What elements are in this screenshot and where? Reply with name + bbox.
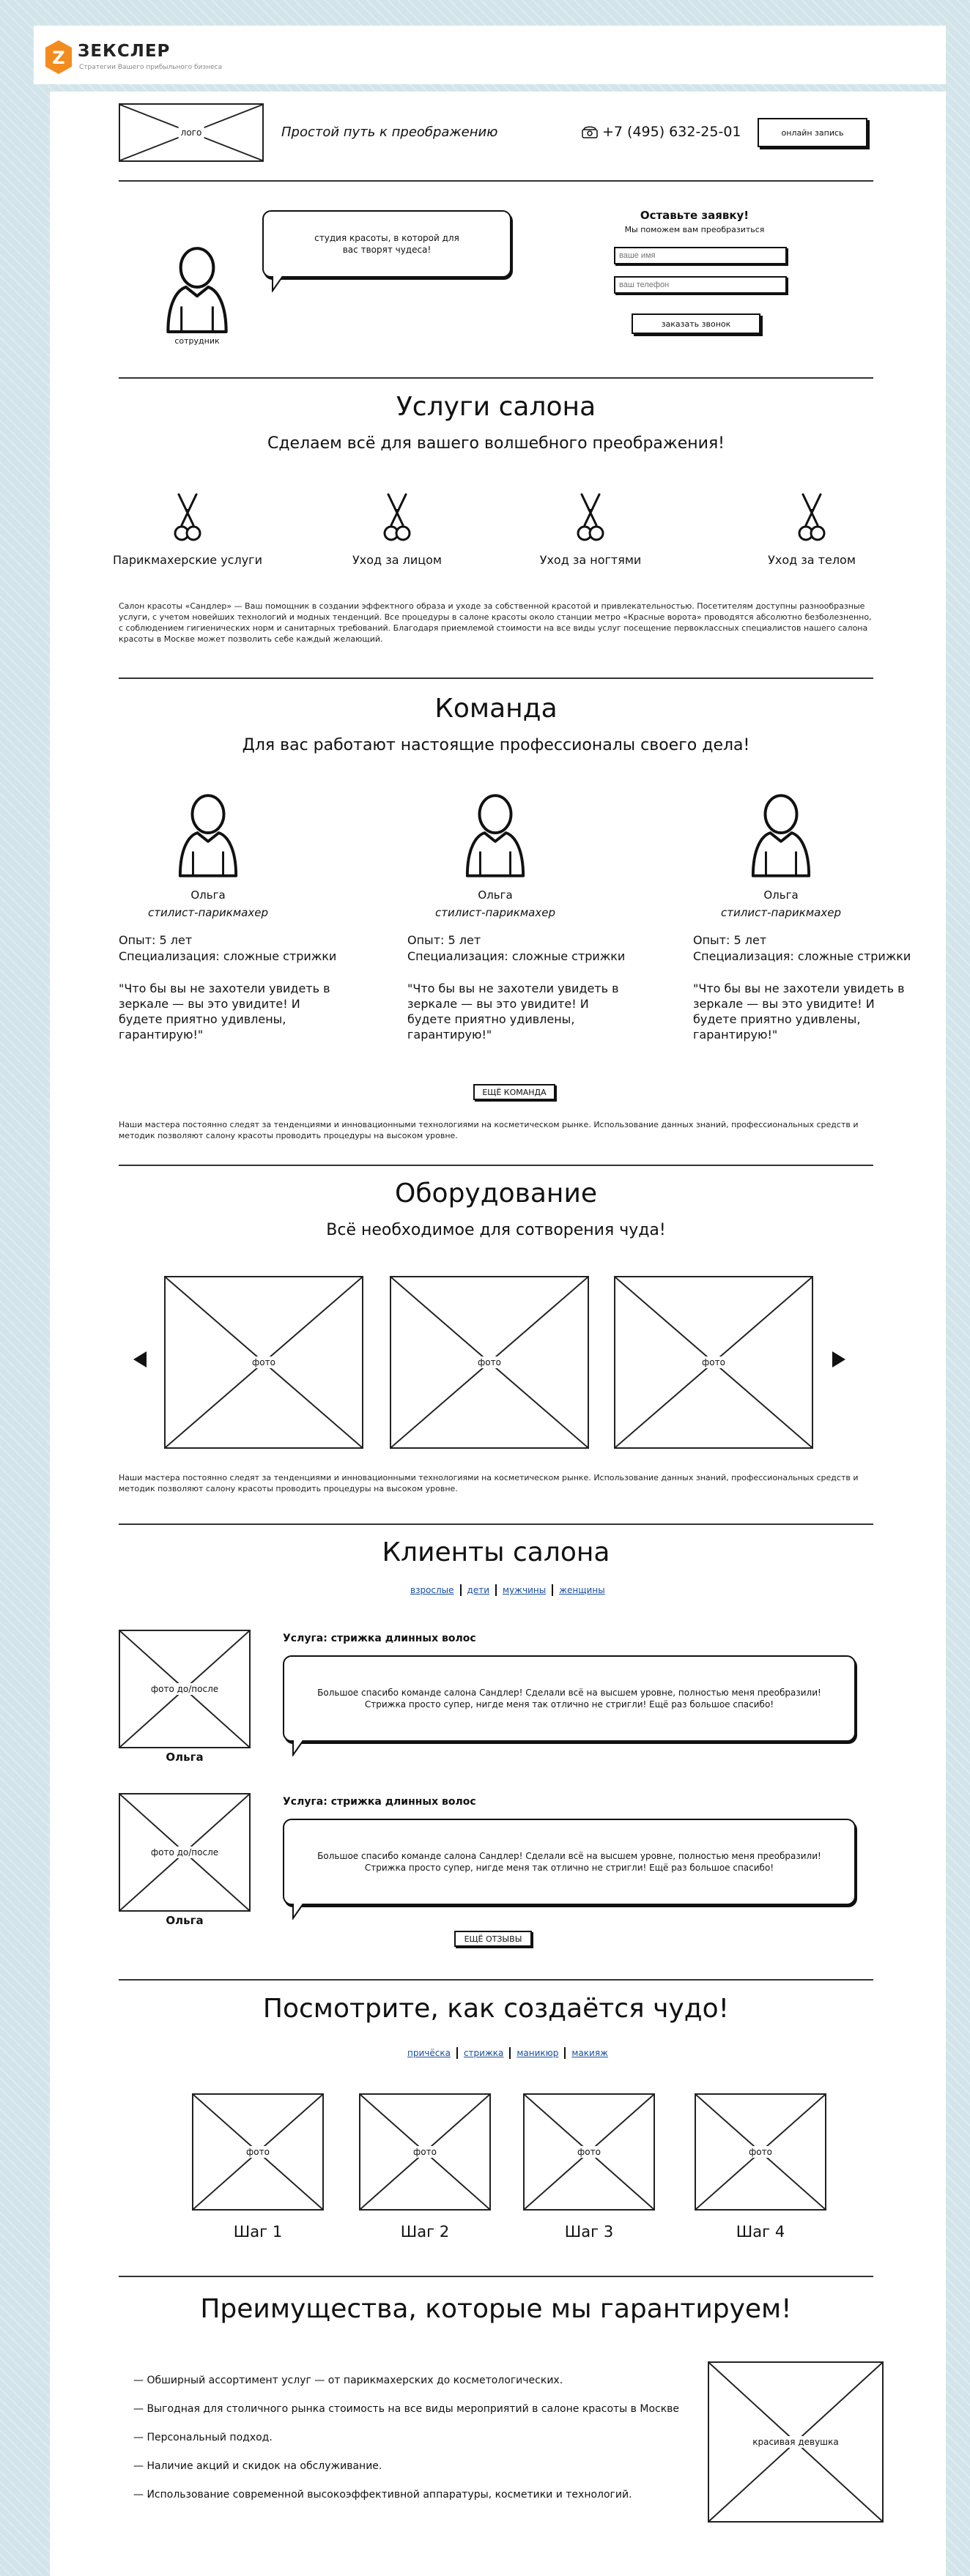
service-label[interactable]: Парикмахерские услуги — [113, 553, 262, 567]
advantage-item: — Использование современной высокоэффективной аппаратуры, косметики и технологий. — [133, 2489, 632, 2501]
advantage-item: — Персональный подход. — [133, 2432, 273, 2443]
equipment-title: Оборудование — [395, 1178, 597, 1209]
divider — [119, 2276, 873, 2277]
filter-men[interactable]: мужчины — [503, 1585, 547, 1595]
step-label: Шаг 2 — [400, 2223, 450, 2241]
client-service: Услуга: стрижка длинных волос — [283, 1796, 476, 1808]
service-label[interactable]: Уход за телом — [768, 553, 856, 567]
brand-tagline: Стратегии Вашего прибыльного бизнеса — [79, 64, 223, 71]
employee-avatar-icon — [163, 244, 231, 333]
brand-bar — [34, 26, 946, 84]
online-booking-button[interactable]: онлайн запись — [758, 118, 867, 147]
services-title: Услуги салона — [396, 392, 596, 422]
equipment-photo: фото — [164, 1276, 363, 1449]
services-subtitle: Сделаем всё для вашего волшебного преображения! — [267, 434, 725, 453]
client-before-after-photo: фото до/после — [119, 1630, 251, 1748]
scissors-icon — [173, 493, 202, 544]
advantage-item: — Обширный ассортимент услуг — от парикмахерских до косметологических. — [133, 2375, 563, 2386]
hero-speech-bubble — [262, 210, 511, 278]
advantage-item: — Наличие акций и скидок на обслуживание. — [133, 2460, 382, 2472]
divider — [119, 1523, 873, 1525]
advantage-item: — Выгодная для столичного рынка стоимость на все виды мероприятий в салоне красоты в Москве — [133, 2403, 680, 2415]
divider — [119, 377, 873, 379]
phone-input[interactable] — [614, 276, 787, 294]
brand-name: ЗЕКСЛЕР — [78, 42, 171, 61]
more-reviews-button[interactable]: ЕЩЁ ОТЗЫВЫ — [454, 1931, 532, 1947]
service-label[interactable]: Уход за лицом — [352, 553, 442, 567]
request-call-button[interactable]: заказать звонок — [632, 313, 760, 334]
team-title: Команда — [434, 694, 558, 724]
step-label: Шаг 1 — [233, 2223, 283, 2241]
scissors-icon — [382, 493, 412, 544]
member-name: Ольга — [763, 888, 799, 902]
filter-children[interactable]: дети — [467, 1585, 490, 1595]
client-service: Услуга: стрижка длинных волос — [283, 1633, 476, 1644]
step-photo: фото — [192, 2093, 324, 2211]
header-slogan: Простой путь к преображению — [281, 125, 498, 140]
member-experience: Опыт: 5 лет — [693, 933, 767, 947]
filter-hairstyle[interactable]: причёска — [407, 2048, 451, 2058]
team-member-avatar-icon — [749, 791, 813, 877]
name-input[interactable] — [614, 247, 787, 264]
scissors-icon — [797, 493, 826, 544]
client-review-text: Большое спасибо команде салона Сандлер! Сделали всё на высшем уровне, полностью меня преобразили! Стрижка просто супер, нигде меня так отлично не стригли! Ещё раз большое спасибо! — [317, 1688, 821, 1710]
form-subtitle: Мы поможем вам преобразиться — [624, 225, 765, 234]
filter-makeup[interactable]: макияж — [571, 2048, 608, 2058]
employee-label: сотрудник — [174, 336, 220, 346]
member-role: стилист-парикмахер — [148, 906, 268, 919]
services-description: Салон красоты «Сандлер» — Ваш помощник в создании эффектного образа и уходе за собственной красотой и привлекательностью. Посетителям доступны разнообразные услуги, с учетом новейших технологий и модных тенденций. Все процедуры в салоне красоты около станции метро «Красные ворота» проводятся абсолютно безболезненно, с соблюдением гигиенических норм и санитарных требований. Благодаря приемлемой стоимости на все виды услуг посещение первоклассных специалистов нашего салона красоты в Москве может позволить себе каждый желающий. — [119, 601, 872, 644]
step-photo: фото — [523, 2093, 655, 2211]
client-review-bubble — [283, 1655, 856, 1742]
divider — [119, 180, 873, 182]
process-title: Посмотрите, как создаётся чудо! — [262, 1994, 730, 2024]
client-before-after-photo: фото до/после — [119, 1793, 251, 1912]
carousel-prev-arrow-icon[interactable] — [133, 1351, 147, 1367]
team-note: Наши мастера постоянно следят за тенденциями и инновационными технологиями на косметическом рынке. Использование данных знаний, профессиональных средств и методик позволяют салону красоты проводить процедуры на высоком уровне. — [119, 1120, 859, 1140]
equipment-photo: фото — [614, 1276, 813, 1449]
filter-manicure[interactable]: маникюр — [517, 2048, 559, 2058]
equipment-subtitle: Всё необходимое для сотворения чуда! — [326, 1221, 666, 1239]
member-role: стилист-парикмахер — [435, 906, 555, 919]
process-filter-bar — [401, 2047, 614, 2059]
member-name: Ольга — [190, 888, 226, 902]
member-role: стилист-парикмахер — [721, 906, 841, 919]
phone-icon — [582, 125, 598, 138]
equipment-photo: фото — [390, 1276, 589, 1449]
step-label: Шаг 4 — [736, 2223, 785, 2241]
member-quote: "Что бы вы не захотели увидеть в зеркале — вы это увидите! И будете приятно удивлены, гарантирую!" — [407, 981, 619, 1042]
client-review-text: Большое спасибо команде салона Сандлер! Сделали всё на высшем уровне, полностью меня преобразили! Стрижка просто супер, нигде меня так отлично не стригли! Ещё раз большое спасибо! — [317, 1851, 821, 1873]
team-member-avatar-icon — [176, 791, 240, 877]
filter-women[interactable]: женщины — [559, 1585, 605, 1595]
divider — [119, 1165, 873, 1166]
logo-placeholder[interactable]: лого — [119, 103, 264, 162]
form-title: Оставьте заявку! — [640, 209, 749, 222]
client-review-bubble — [283, 1819, 856, 1905]
advantages-title: Преимущества, которые мы гарантируем! — [200, 2294, 792, 2324]
wireframe-page — [50, 92, 946, 2576]
svg-text:Z: Z — [52, 48, 65, 68]
scissors-icon — [576, 493, 605, 544]
filter-haircut[interactable]: стрижка — [463, 2048, 504, 2058]
clients-title: Клиенты салона — [382, 1537, 610, 1567]
member-experience: Опыт: 5 лет — [119, 933, 193, 947]
carousel-next-arrow-icon[interactable] — [832, 1351, 845, 1367]
step-label: Шаг 3 — [564, 2223, 614, 2241]
team-member-avatar-icon — [463, 791, 527, 877]
equipment-note: Наши мастера постоянно следят за тенденциями и инновационными технологиями на косметическом рынке. Использование данных знаний, профессиональных средств и методик позволяют салону красоты проводить процедуры на высоком уровне. — [119, 1473, 859, 1493]
member-specialization: Специализация: сложные стрижки — [407, 949, 626, 963]
more-team-button[interactable]: ЕЩЁ КОМАНДА — [473, 1084, 555, 1100]
member-quote: "Что бы вы не захотели увидеть в зеркале — вы это увидите! И будете приятно удивлены, гарантирую!" — [119, 981, 330, 1042]
header-phone[interactable]: +7 (495) 632-25-01 — [602, 124, 741, 140]
member-specialization: Специализация: сложные стрижки — [693, 949, 911, 963]
member-experience: Опыт: 5 лет — [407, 933, 481, 947]
step-photo: фото — [359, 2093, 491, 2211]
client-name: Ольга — [166, 1751, 204, 1764]
step-photo: фото — [695, 2093, 826, 2211]
divider — [119, 1979, 873, 1981]
member-quote: "Что бы вы не захотели увидеть в зеркале — вы это увидите! И будете приятно удивлены, гарантирую!" — [693, 981, 905, 1042]
beautiful-girl-photo: красивая девушка — [708, 2361, 884, 2523]
member-name: Ольга — [478, 888, 513, 902]
service-label[interactable]: Уход за ногтями — [539, 553, 642, 567]
divider — [119, 678, 873, 679]
team-subtitle: Для вас работают настоящие профессионалы своего дела! — [242, 736, 750, 754]
clients-filter-bar — [404, 1584, 611, 1596]
brand-logo-icon — [44, 39, 73, 75]
client-name: Ольга — [166, 1914, 204, 1927]
hero-bubble-text: студия красоты, в которой для вас творят чудеса! — [314, 233, 459, 255]
member-specialization: Специализация: сложные стрижки — [119, 949, 337, 963]
filter-adults[interactable]: взрослые — [410, 1585, 454, 1595]
